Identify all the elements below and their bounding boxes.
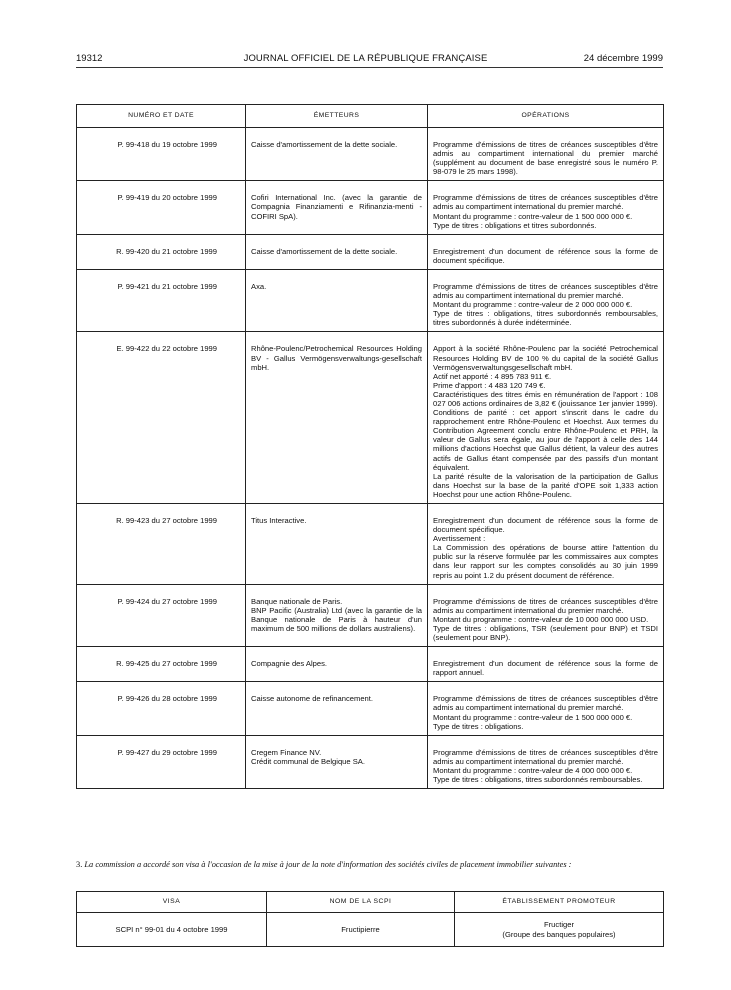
promoteur-group: (Groupe des banques populaires) (502, 929, 616, 939)
promoteur-name: Fructiger (544, 920, 574, 930)
operation-line: Programme d'émissions de titres de créances susceptibles d'être admis au compartiment international du premier marché (supplément au document de base enregistré sous le numéro P. 98-079 le 25 mars 1998). (433, 140, 658, 177)
column-header-scpi: NOM DE LA SCPI (267, 892, 455, 913)
operations-cell (428, 332, 664, 504)
operation-line: Conditions de parité : cet apport s'inscrit dans le cadre du rapprochement entre Rhône-Poulenc et Hoechst. Aux termes du Contribution Agreement conclu entre Rhône-Poulenc et PRH, la valeur de Gallus sera égale, au jour de l'apport à celle des 144 millions d'actions Hoechst que Gallus détient, la valeur des autres actifs de Gallus étant compensée par des passifs d'un montant équivalent. (433, 408, 658, 472)
operation-line: Montant du programme : contre-valeur de 10 000 000 000 USD. (433, 614, 649, 624)
table-row (77, 332, 664, 504)
promoteur-cell (455, 913, 664, 947)
operations-cell (428, 647, 664, 682)
emetteur-cell: Banque nationale de Paris. BNP Pacific (Australia) Ltd (avec la garantie de la Banque nationale de Paris à hauteur d'un maximum de 500 millions de dollars australiens). (246, 584, 428, 646)
table-row (77, 584, 664, 646)
emetteur-cell: Axa. (246, 269, 428, 331)
numero-date-cell: P. 99-418 du 19 octobre 1999 (77, 128, 246, 181)
column-header-operations: OPÉRATIONS (428, 105, 664, 128)
column-header-numero: NUMÉRO ET DATE (77, 105, 246, 128)
emetteur-cell: Caisse d'amortissement de la dette sociale. (246, 234, 428, 269)
emetteur-cell: Titus Interactive. (246, 504, 428, 585)
operation-line: Montant du programme : contre-valeur de 1 500 000 000 €. (433, 712, 633, 722)
emetteur-cell: Caisse autonome de refinancement. (246, 682, 428, 735)
emetteur-cell: Rhône-Poulenc/Petrochemical Resources Holding BV - Gallus Vermögensverwaltungs-gesellschaft mbH. (246, 332, 428, 504)
numero-date-cell: R. 99-425 du 27 octobre 1999 (77, 647, 246, 682)
operations-cell (428, 181, 664, 234)
operations-table-header (77, 105, 664, 128)
numero-date-cell: E. 99-422 du 22 octobre 1999 (77, 332, 246, 504)
page-number: 19312 (76, 53, 103, 64)
operation-line: Programme d'émissions de titres de créances susceptibles d'être admis au compartiment international du premier marché. (433, 596, 658, 615)
operation-line: Actif net apporté : 4 895 783 911 €. (433, 371, 552, 381)
operation-line: Caractéristiques des titres émis en rémunération de l'apport : 108 027 006 actions ordinaires de 3,82 € (jouissance 1er janvier 1999). (433, 389, 658, 408)
operation-line: Programme d'émissions de titres de créances susceptibles d'être admis au compartiment international du premier marché. (433, 193, 658, 212)
table-row (77, 128, 664, 181)
table-row (77, 682, 664, 735)
operations-cell (428, 234, 664, 269)
scpi-name-cell: Fructipierre (267, 913, 455, 947)
operations-table (76, 104, 664, 789)
emetteur-cell: Cregem Finance NV. Crédit communal de Belgique SA. (246, 735, 428, 788)
table-row (77, 735, 664, 788)
operations-cell (428, 682, 664, 735)
operation-line: Montant du programme : contre-valeur de 4 000 000 000 €. (433, 765, 633, 775)
operations-table-body (77, 128, 664, 789)
column-header-promoteur: ÉTABLISSEMENT PROMOTEUR (455, 892, 664, 913)
table-row (77, 647, 664, 682)
operation-line: Avertissement : (433, 534, 486, 544)
column-header-visa: VISA (77, 892, 267, 913)
emetteur-cell: Cofiri International Inc. (avec la garantie de Compagnia Finanziamenti e Rifinanzia-menti - COFIRI SpA). (246, 181, 428, 234)
operations-cell (428, 735, 664, 788)
operations-cell (428, 584, 664, 646)
operation-line: La Commission des opérations de bourse attire l'attention du public sur la réserve formulée par les commissaires aux comptes dans leur rapport sur les comptes consolidés au 30 juin 1999 repris au point 1.2 du présent document de référence. (433, 543, 658, 580)
operation-line: Montant du programme : contre-valeur de 1 500 000 000 €. (433, 211, 633, 221)
numero-date-cell: R. 99-420 du 21 octobre 1999 (77, 234, 246, 269)
section-number: 3. (76, 860, 83, 869)
operations-cell (428, 504, 664, 585)
operation-line: Programme d'émissions de titres de créances susceptibles d'être admis au compartiment international du premier marché. (433, 694, 658, 713)
visa-cell: SCPI n° 99-01 du 4 octobre 1999 (77, 913, 267, 947)
table-row (77, 504, 664, 585)
operation-line: Enregistrement d'un document de référence sous la forme de rapport annuel. (433, 659, 658, 678)
visa-table (76, 891, 664, 947)
section-3-paragraph (76, 860, 663, 870)
emetteur-cell: Compagnie des Alpes. (246, 647, 428, 682)
operation-line: Programme d'émissions de titres de créances susceptibles d'être admis au compartiment international du premier marché. (433, 281, 658, 301)
header-rule (76, 67, 663, 68)
journal-title: JOURNAL OFFICIEL DE LA RÉPUBLIQUE FRANÇAISE (243, 53, 488, 64)
operation-line: Prime d'apport : 4 483 120 749 €. (433, 380, 546, 390)
table-row (77, 181, 664, 234)
operations-cell (428, 269, 664, 331)
operation-line: Type de titres : obligations, titres subordonnés remboursables, titres subordonnés à durée indéterminée. (433, 309, 658, 328)
table-row (77, 269, 664, 331)
table-row (77, 234, 664, 269)
operation-line: Type de titres : obligations, titres subordonnés remboursables. (433, 774, 643, 784)
numero-date-cell: P. 99-424 du 27 octobre 1999 (77, 584, 246, 646)
operation-line: Enregistrement d'un document de référence sous la forme de document spécifique. (433, 246, 658, 265)
emetteur-cell: Caisse d'amortissement de la dette sociale. (246, 128, 428, 181)
section-text: La commission a accordé son visa à l'occasion de la mise à jour de la note d'information des sociétés civiles de placement immobilier suivantes : (84, 860, 572, 869)
numero-date-cell: P. 99-426 du 28 octobre 1999 (77, 682, 246, 735)
visa-table-header (77, 892, 664, 913)
operation-line: Apport à la société Rhône-Poulenc par la société Petrochemical Resources Holding BV de 100 % du capital de la société Gallus Vermögensverwaltungsgesellschaft mbH. (433, 344, 658, 372)
operation-line: Type de titres : obligations et titres subordonnés. (433, 220, 597, 230)
operation-line: Type de titres : obligations, TSR (seulement pour BNP) et TSDI (seulement pour BNP). (433, 623, 658, 643)
operation-line: Type de titres : obligations. (433, 721, 524, 731)
numero-date-cell: R. 99-423 du 27 octobre 1999 (77, 504, 246, 585)
column-header-emetteurs: ÉMETTEURS (246, 105, 428, 128)
operations-cell (428, 128, 664, 181)
numero-date-cell: P. 99-419 du 20 octobre 1999 (77, 181, 246, 234)
operation-line: Montant du programme : contre-valeur de 2 000 000 000 €. (433, 300, 633, 310)
visa-table-row (77, 913, 664, 947)
numero-date-cell: P. 99-421 du 21 octobre 1999 (77, 269, 246, 331)
operation-line: Programme d'émissions de titres de créances susceptibles d'être admis au compartiment international du premier marché. (433, 747, 658, 766)
numero-date-cell: P. 99-427 du 29 octobre 1999 (77, 735, 246, 788)
operation-line: Enregistrement d'un document de référence sous la forme de document spécifique. (433, 516, 658, 535)
operation-line: La parité résulte de la valorisation de la participation de Gallus dans Hoechst sur la base de la parité d'OPE soit 1,333 action Hoechst pour une action Rhône-Poulenc. (433, 471, 658, 499)
issue-date: 24 décembre 1999 (583, 53, 663, 64)
